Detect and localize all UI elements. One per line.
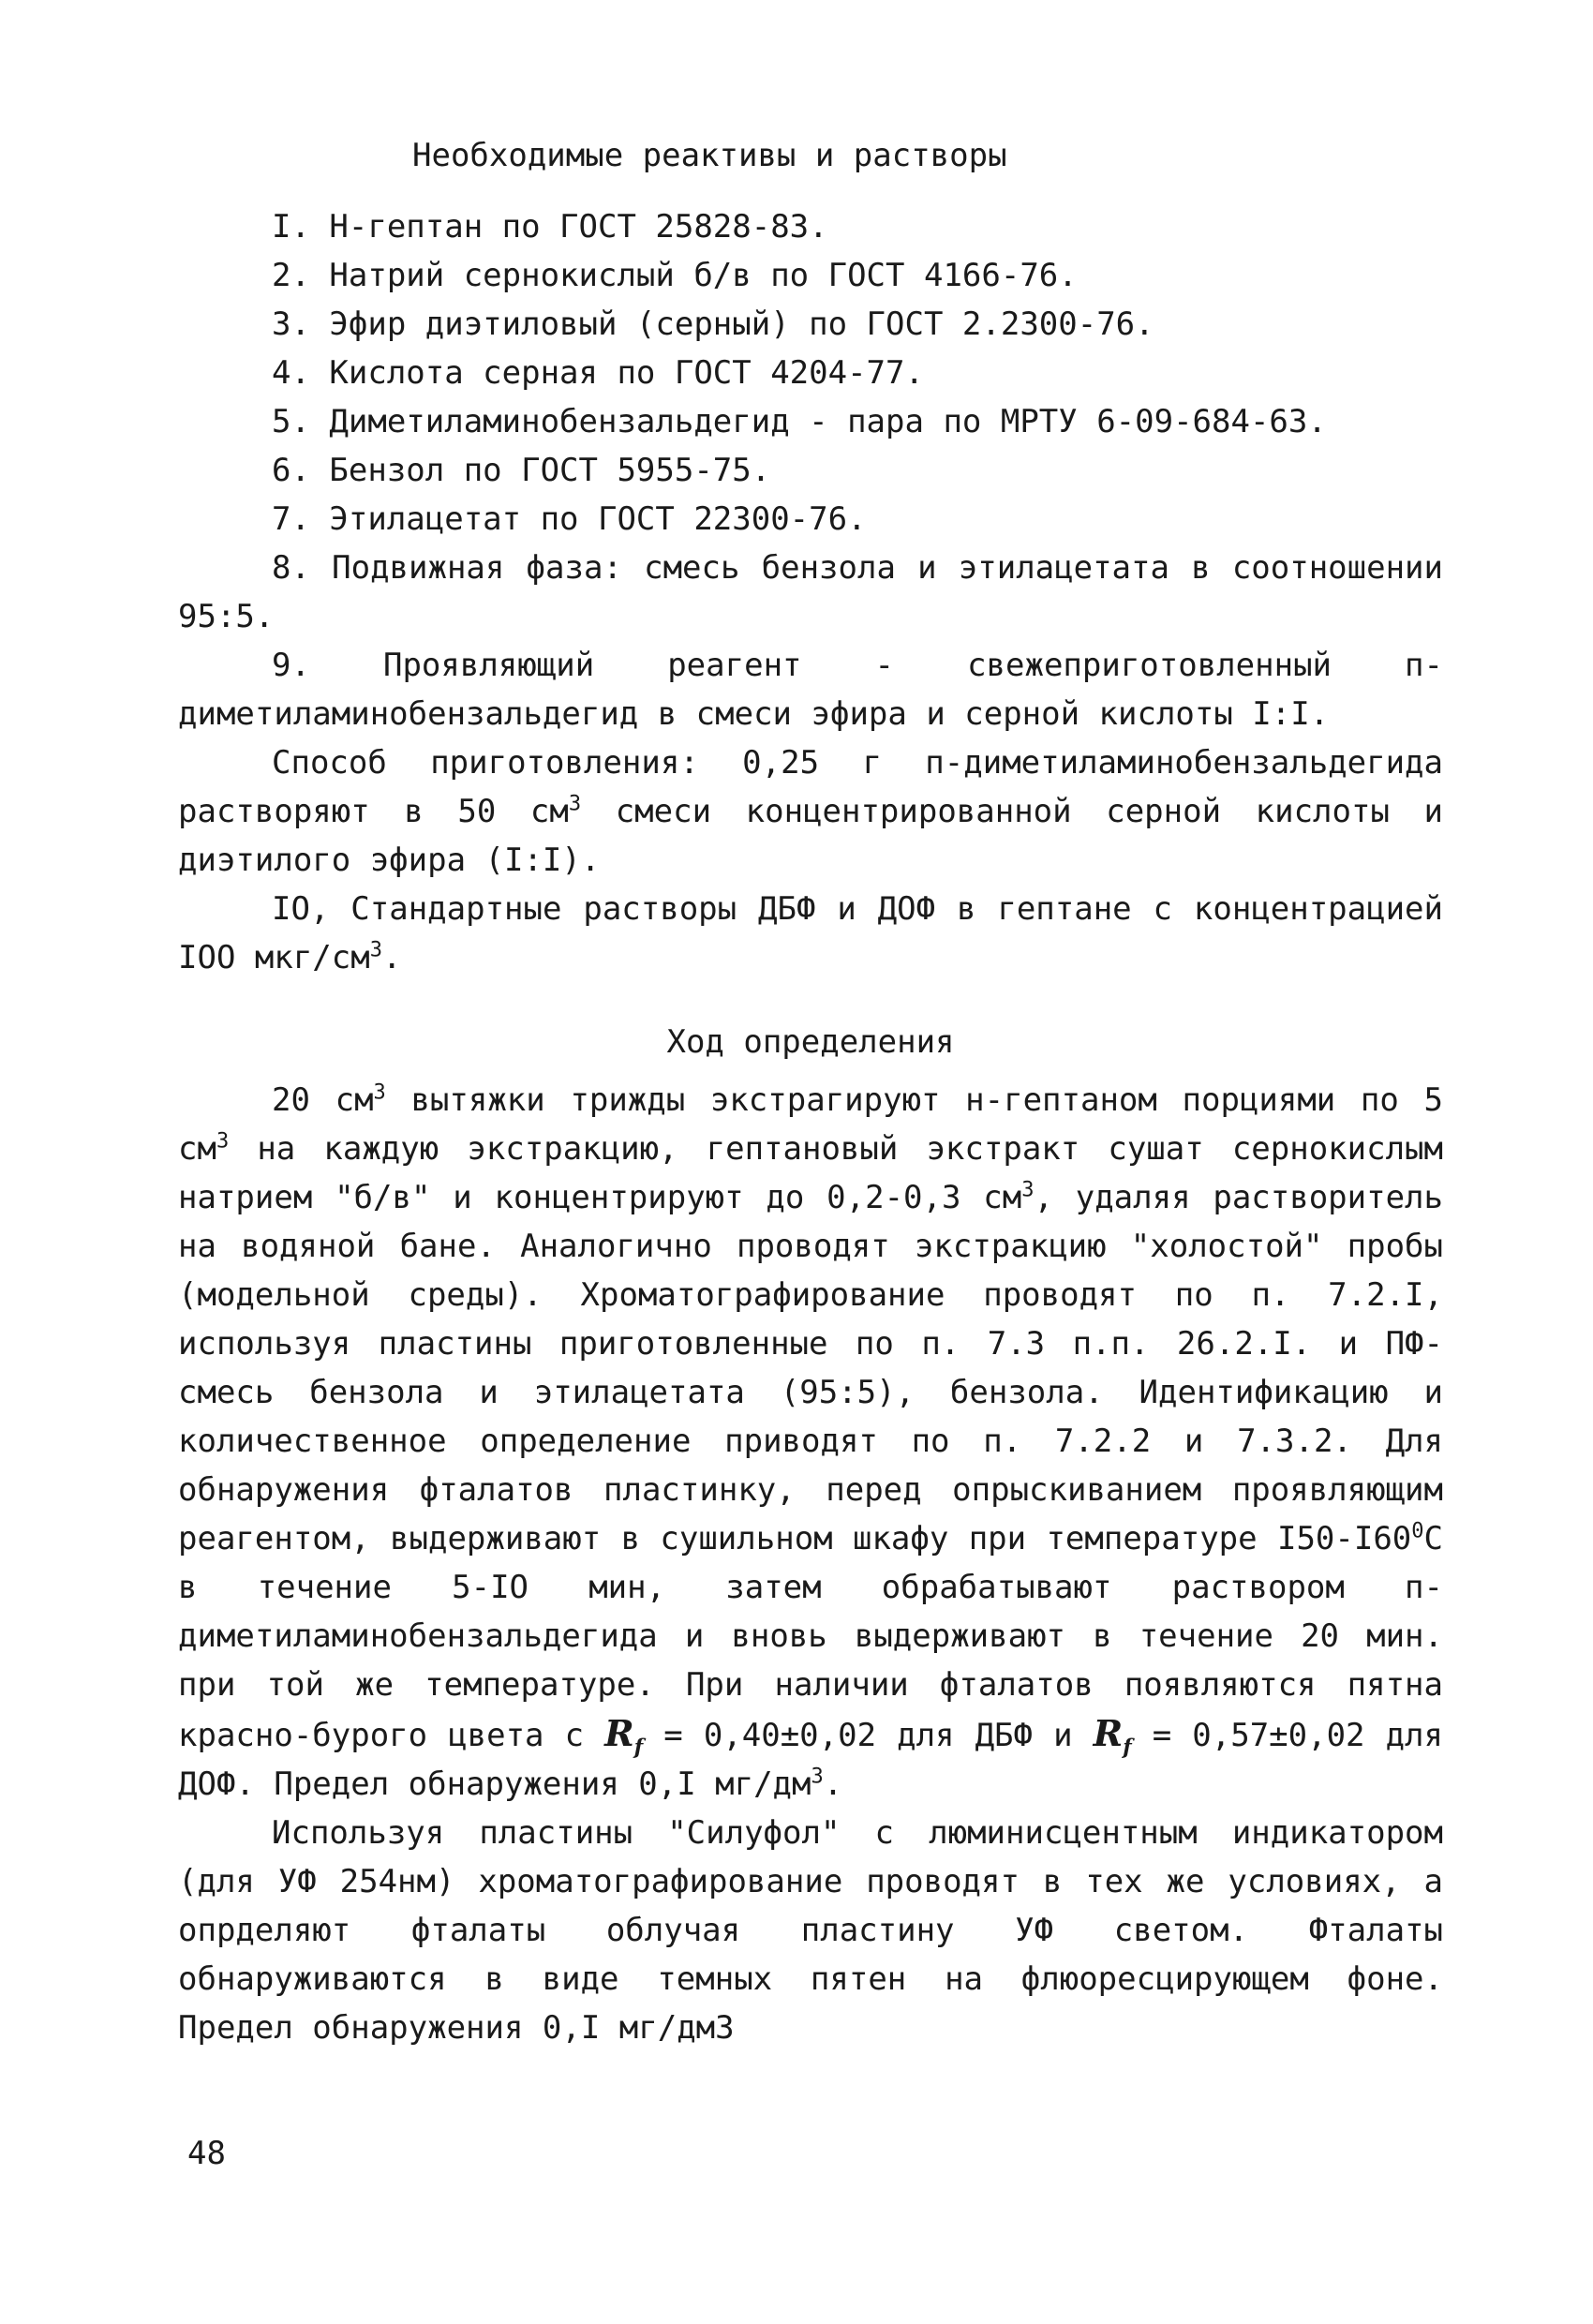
superscript: 3	[811, 1765, 824, 1789]
list-item: I. Н-гептан по ГОСТ 25828-83.	[272, 208, 828, 246]
list-item: 7. Этилацетат по ГОСТ 22300-76.	[272, 500, 867, 538]
list-item: 8. Подвижная фаза: смесь бензола и этилацетата в соотношении 95:5.	[178, 549, 1443, 635]
rf-subscript: f	[1123, 1735, 1132, 1760]
list-item: 2. Натрий сернокислый б/в по ГОСТ 4166-76.	[272, 257, 1078, 294]
rf-symbol	[1093, 1712, 1132, 1760]
preparation-method	[178, 738, 1443, 885]
page-number: 48	[187, 2135, 226, 2172]
text-run: Способ приготовления: 0,25 г п-диметиламинобензальдегида растворяют в 50 см	[178, 744, 1443, 830]
text-run: , удаляя растворитель на водяной бане. Аналогично проводят экстракцию "холостой" пробы (модельной среды). Хроматографирование проводят по п. 7.2.I, используя пластины приготовленные по п. 7.3 п.п. 26.2.I. и ПФ-смесь бензола и этилацетата (95:5), бензола. Идентификацию и количественное определение приводят по п. 7.2.2 и 7.3.2. Для обнаружения фталатов пластинку, перед опрыскиванием проявляющим реагентом, выдерживают в сушильном шкафу при температуре I50-I60	[178, 1179, 1443, 1557]
section-title-reagents: Необходимые реактивы и растворы	[412, 137, 1007, 174]
superscript: 3	[1021, 1178, 1035, 1202]
superscript: 3	[568, 792, 582, 816]
text-run: смеси концентрированной серной кислоты и диэтилого эфира (I:I).	[178, 793, 1443, 879]
document-page	[178, 131, 1443, 2052]
text-run: на каждую экстракцию, гептановый экстракт сушат сернокислым натрием "б/в" и концентрируют до 0,2-0,3 см	[178, 1130, 1443, 1216]
rf-letter: R	[604, 1712, 634, 1754]
list-item: 5. Диметиламинобензальдегид - пара по МРТУ 6-09-684-63.	[272, 403, 1327, 440]
superscript: 3	[369, 938, 382, 962]
text-run: IO, Стандартные растворы ДБФ и ДОФ в гептане с концентрацией IOO мкг/см	[178, 890, 1443, 976]
text-run: С в течение 5-IO мин, затем обрабатывают раствором п-диметиламинобензальдегида и вновь выдерживают в течение 20 мин. при той же температуре. При наличии фталатов появляются пятна красно-бурого цвета с	[178, 1520, 1443, 1754]
list-item: 6. Бензол по ГОСТ 5955-75.	[272, 452, 771, 489]
list-item: 3. Эфир диэтиловый (серный) по ГОСТ 2.2300-76.	[272, 305, 1154, 343]
section-title-procedure: Ход определения	[666, 1023, 955, 1061]
superscript: 3	[216, 1129, 230, 1154]
text-run: 20 см	[272, 1081, 374, 1119]
text-run: .	[381, 939, 402, 976]
reagent-list	[178, 202, 1443, 982]
list-item	[178, 885, 1443, 982]
silufol-paragraph: Используя пластины "Силуфол" с люминисцентным индикатором (для УФ 254нм) хроматографирование проводят в тех же условиях, а опрделяют фталаты облучая пластину УФ светом. Фталаты обнаруживаются в виде темных пятен на флюоресцирующем фоне. Предел обнаружения 0,I мг/дм3	[178, 1814, 1443, 2047]
superscript: 3	[373, 1080, 386, 1105]
list-item: 4. Кислота серная по ГОСТ 4204-77.	[272, 354, 924, 392]
text-run: вытяжки трижды экстрагируют н-гептаном порциями по 5 см	[178, 1081, 1443, 1168]
rf-symbol	[604, 1712, 644, 1760]
superscript: 0	[1411, 1519, 1424, 1543]
rf-subscript: f	[633, 1735, 644, 1760]
list-item: 9. Проявляющий реагент - свежеприготовленный п-диметиламинобензальдегид в смеси эфира и серной кислоты I:I.	[178, 647, 1443, 733]
procedure-paragraph	[178, 1076, 1443, 1809]
rf-letter: R	[1093, 1712, 1124, 1754]
text-run: = 0,57±0,02 для ДОФ. Предел обнаружения 0,I мг/дм	[178, 1717, 1443, 1803]
text-run: .	[823, 1765, 843, 1803]
text-run: = 0,40±0,02 для ДБФ и	[643, 1717, 1094, 1754]
